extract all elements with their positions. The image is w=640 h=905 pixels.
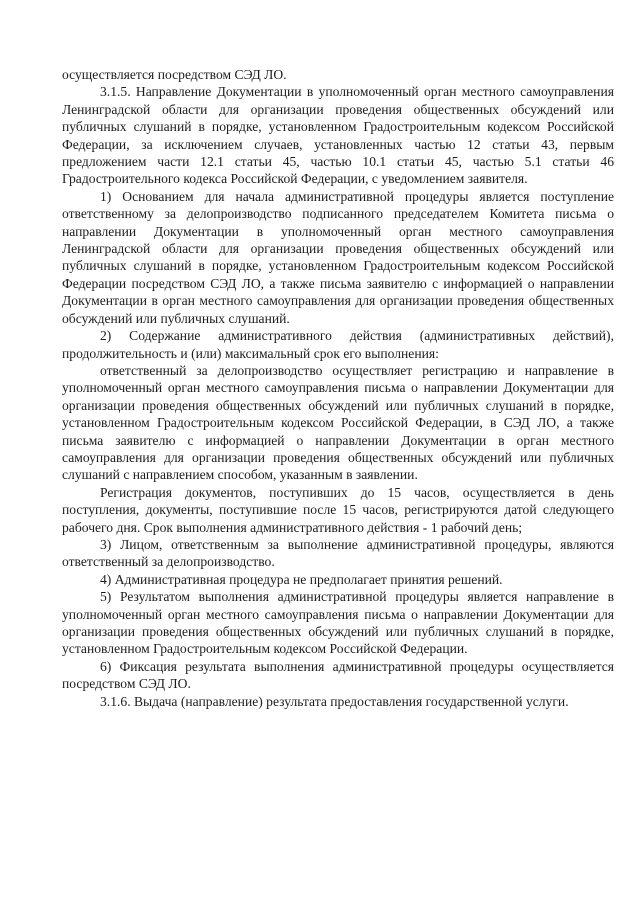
paragraph-section-3-1-6: 3.1.6. Выдача (направление) результата предоставления государственной услуги.: [100, 693, 569, 709]
paragraph-item-1: 1) Основанием для начала административной процедуры является поступление ответственному за делопроизводство подписанного председателем Комитета письма о направлении Документации в уполномоченный орган местного самоуправления Ленинградской области для организации проведения общественных обсуждений или публичных слушаний в порядке, установленном Градостроительным кодексом Российской Федерации посредством СЭД ЛО, а также письма заявителю с информацией о направлении Документации в орган местного самоуправления для организации проведения общественных обсуждений или публичных слушаний.: [62, 188, 614, 326]
paragraph-item-6: 6) Фиксация результата выполнения административной процедуры осуществляется посредством СЭД ЛО.: [62, 658, 614, 692]
paragraph-item-3: 3) Лицом, ответственным за выполнение административной процедуры, являются ответственный за делопроизводство.: [62, 536, 614, 570]
paragraph-registration: Регистрация документов, поступивших до 15 часов, осуществляется в день поступления, документы, поступившие после 15 часов, регистрируются датой следующего рабочего дня. Срок выполнения административного действия - 1 рабочий день;: [62, 484, 614, 535]
document-page: [62, 66, 614, 710]
paragraph-item-2-detail: ответственный за делопроизводство осуществляет регистрацию и направление в уполномоченный орган местного самоуправления письма о направлении Документации для организации проведения общественных обсуждений или публичных слушаний в порядке, установленном Градостроительным кодексом Российской Федерации, в СЭД ЛО, а также письма заявителю с информацией о направлении Документации в орган местного самоуправления для организации проведения общественных обсуждений или публичных слушаний с направлением способом, указанным в заявлении.: [62, 362, 614, 483]
paragraph-continuation: осуществляется посредством СЭД ЛО.: [62, 67, 287, 82]
paragraph-item-2: 2) Содержание административного действия (административных действий), продолжительность и (или) максимальный срок его выполнения:: [62, 328, 614, 361]
paragraph-item-4: 4) Административная процедура не предполагает принятия решений.: [100, 571, 503, 587]
paragraph-section-3-1-5: 3.1.5. Направление Документации в уполномоченный орган местного самоуправления Ленинградской области для организации проведения общественных обсуждений или публичных слушаний в порядке, установленном Градостроительным кодексом Российской Федерации, за исключением случаев, установленных частью 12 статьи 43, первым предложением части 12.1 статьи 45, частью 10.1 статьи 45, частью 5.1 статьи 46 Градостроительного кодекса Российской Федерации, с уведомлением заявителя.: [62, 84, 614, 187]
paragraph-item-5: 5) Результатом выполнения административной процедуры является направление в уполномоченный орган местного самоуправления письма о направлении Документации для организации проведения общественных обсуждений или публичных слушаний в порядке, установленном Градостроительным кодексом Российской Федерации.: [62, 589, 614, 657]
